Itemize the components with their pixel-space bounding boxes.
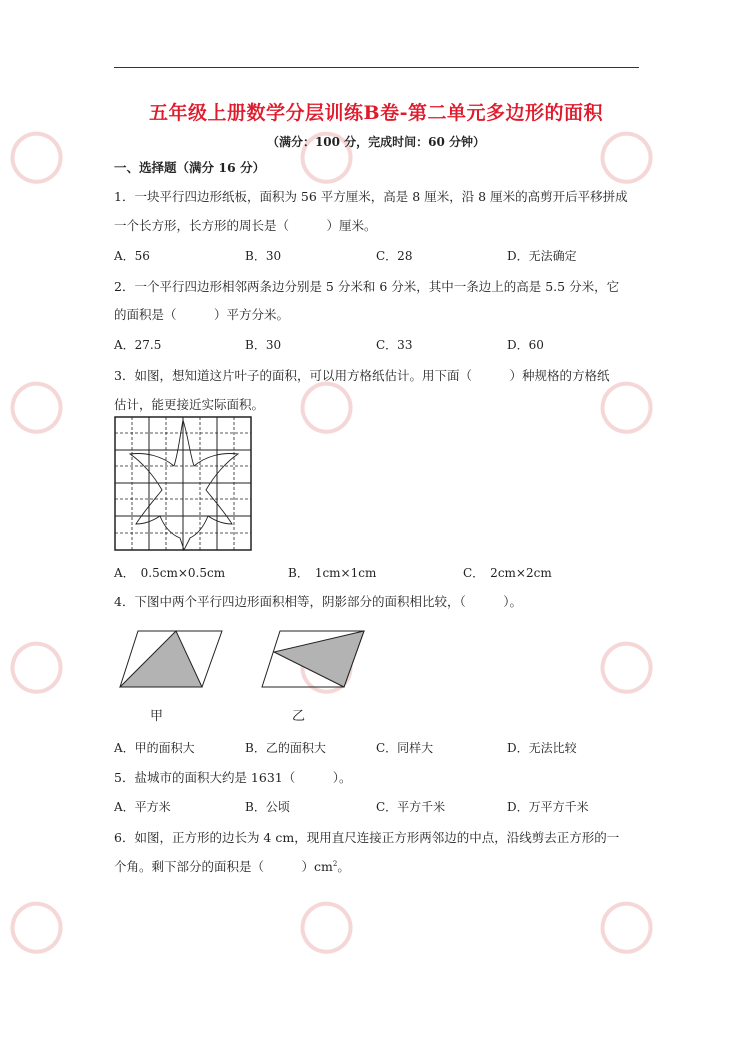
q2-option-d: D．60	[507, 338, 544, 352]
q3-option-b: B． 1cm×1cm	[288, 566, 377, 580]
q3-option-a: A． 0.5cm×0.5cm	[114, 566, 226, 580]
figure-label-yi: 乙	[292, 709, 306, 724]
watermark-logo	[590, 118, 667, 194]
parallelogram-yi-figure	[260, 628, 368, 690]
question-1-line-2: 一个长方形，长方形的周长是（ ）厘米。	[114, 218, 377, 233]
question-6-line-2-end: 。	[337, 859, 350, 874]
page-subtitle: （满分：100 分，完成时间：60 分钟）	[266, 135, 486, 149]
q5-option-c: C．平方千米	[376, 800, 446, 814]
q2-option-a: A．27.5	[114, 338, 162, 352]
parallelogram-jia-figure	[118, 628, 226, 690]
q1-option-a: A．56	[114, 249, 150, 263]
watermark-logo	[0, 118, 77, 194]
watermark-logo	[590, 628, 667, 704]
q3-option-c: C． 2cm×2cm	[463, 566, 552, 580]
question-5-line-1: 5．盐城市的面积大约是 1631（ ）。	[114, 770, 352, 785]
question-6-line-2-text: 个角。剩下部分的面积是（ ）cm	[114, 859, 333, 874]
q5-option-b: B．公顷	[245, 800, 290, 814]
watermark-logo	[290, 118, 367, 194]
question-2-line-1: 2．一个平行四边形相邻两条边分别是 5 分米和 6 分米，其中一条边上的高是 5.5 分米，它	[114, 279, 620, 294]
q4-option-d: D．无法比较	[507, 741, 577, 755]
q1-option-d: D．无法确定	[507, 249, 577, 263]
question-3-line-1: 3．如图，想知道这片叶子的面积，可以用方格纸估计。用下面（ ）种规格的方格纸	[114, 368, 610, 383]
question-4-line-1: 4．下图中两个平行四边形面积相等，阴影部分的面积相比较，（ ）。	[114, 594, 522, 609]
question-3-line-2: 估计，能更接近实际面积。	[114, 397, 265, 412]
q4-option-a: A．甲的面积大	[114, 741, 195, 755]
watermark-logo	[290, 888, 367, 964]
q5-option-d: D．万平方千米	[507, 800, 589, 814]
watermark-logo	[0, 628, 77, 704]
watermark-logo	[0, 888, 77, 964]
watermark-logo	[590, 888, 667, 964]
q1-option-b: B．30	[245, 249, 282, 263]
question-6-line-1: 6．如图，正方形的边长为 4 cm，现用直尺连接正方形两邻边的中点，沿线剪去正方形的一	[114, 830, 620, 845]
q2-option-b: B．30	[245, 338, 282, 352]
section-heading: 一、选择题（满分 16 分）	[114, 160, 266, 175]
leaf-grid-figure	[114, 416, 254, 552]
question-6-line-2	[114, 857, 350, 875]
q4-option-c: C．同样大	[376, 741, 434, 755]
q5-option-a: A．平方米	[114, 800, 171, 814]
q4-option-b: B．乙的面积大	[245, 741, 326, 755]
header-rule	[114, 67, 639, 68]
superscript-2: 2	[332, 859, 338, 868]
figure-label-jia: 甲	[150, 709, 164, 724]
question-1-line-1: 1．一块平行四边形纸板，面积为 56 平方厘米，高是 8 厘米，沿 8 厘米的高剪开后平移拼成	[114, 189, 628, 204]
page-title: 五年级上册数学分层训练B卷-第二单元多边形的面积	[149, 102, 603, 124]
question-2-line-2: 的面积是（ ）平方分米。	[114, 307, 290, 322]
q1-option-c: C．28	[376, 249, 413, 263]
watermark-logo	[0, 368, 77, 444]
q2-option-c: C．33	[376, 338, 413, 352]
